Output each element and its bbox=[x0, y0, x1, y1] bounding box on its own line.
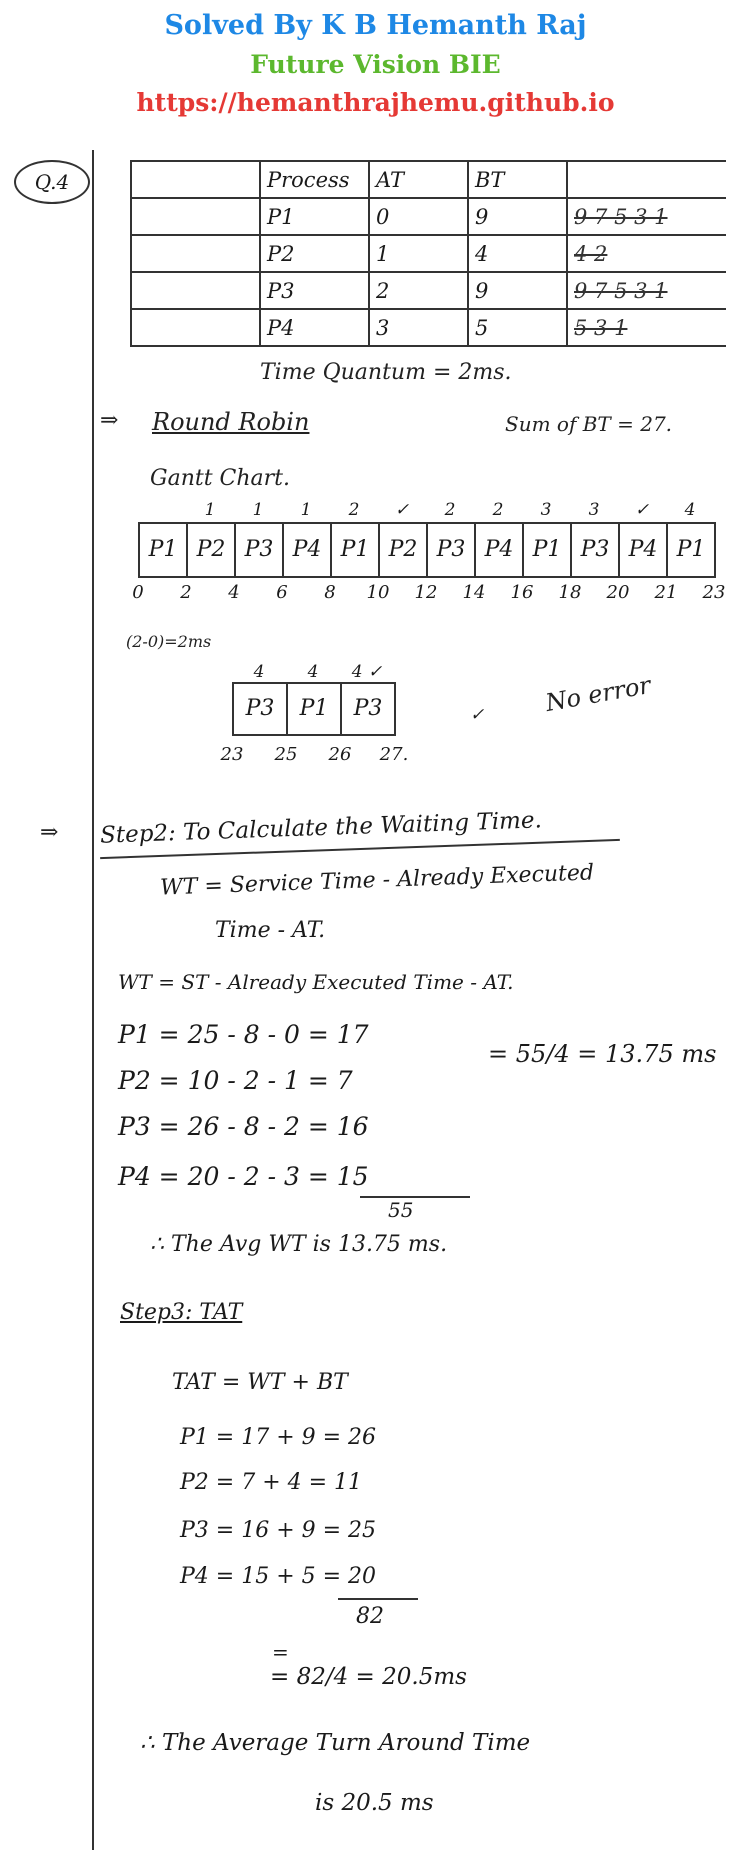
tat-p1: P1 = 17 + 9 = 26 bbox=[180, 1425, 377, 1450]
table-blank bbox=[131, 235, 260, 272]
gantt-tick: 8 bbox=[324, 582, 336, 603]
gantt-cell: P3 bbox=[428, 524, 476, 576]
gantt-cell: P1 bbox=[676, 537, 706, 562]
wt-sum-line bbox=[360, 1196, 470, 1198]
table-row bbox=[131, 198, 726, 235]
gantt-chart-continued bbox=[232, 682, 396, 736]
gantt-annotation: 4 bbox=[684, 500, 696, 520]
margin-line bbox=[92, 150, 94, 1850]
gantt-annotation: 2 bbox=[492, 500, 504, 520]
check-icon: ✓ bbox=[470, 705, 485, 725]
gantt-tick: 18 bbox=[558, 582, 582, 603]
cell-process: P4 bbox=[260, 309, 369, 346]
step2-title: Step2: To Calculate the Waiting Time. bbox=[99, 807, 543, 849]
gantt2-tick: 26 bbox=[328, 744, 352, 765]
table-corner bbox=[131, 161, 260, 198]
algorithm-title: Round Robin bbox=[152, 408, 310, 436]
cell-at: 1 bbox=[369, 235, 468, 272]
gantt-cell: P1 bbox=[524, 524, 572, 576]
process-table bbox=[130, 160, 726, 347]
gantt-tick: 4 bbox=[228, 582, 240, 603]
gantt-cell: P3 bbox=[236, 524, 284, 576]
header-url: https://hemanthrajhemu.github.io bbox=[136, 88, 615, 117]
header-org: Future Vision BIE bbox=[250, 50, 501, 79]
tat-conclusion-2: is 20.5 ms bbox=[315, 1790, 434, 1816]
table-header-row bbox=[131, 161, 726, 198]
step3-title: Step3: TAT bbox=[120, 1300, 243, 1325]
gantt-tick: 20 bbox=[606, 582, 630, 603]
gantt-cell: P4 bbox=[476, 524, 524, 576]
gantt-tick: 23 bbox=[702, 582, 726, 603]
tat-formula: TAT = WT + BT bbox=[172, 1370, 348, 1395]
gantt-cell: P1 bbox=[332, 524, 380, 576]
gantt-tick: 0 bbox=[132, 582, 144, 603]
table-row bbox=[131, 272, 726, 309]
cell-remaining: 4 2 bbox=[567, 235, 726, 272]
gantt-annotation: 2 bbox=[348, 500, 360, 520]
tat-eq: = bbox=[272, 1640, 289, 1664]
gantt2-cell: P3 bbox=[234, 684, 288, 734]
gantt-annotation: 3 bbox=[588, 500, 600, 520]
gantt2-cell: P1 bbox=[288, 684, 342, 734]
table-blank bbox=[131, 272, 260, 309]
gantt-annotation: 1 bbox=[252, 500, 264, 520]
gantt-annotation: ✓ bbox=[634, 500, 650, 520]
table-row bbox=[131, 235, 726, 272]
gantt-annotation: ✓ bbox=[394, 500, 410, 520]
question-label: Q.4 bbox=[14, 160, 90, 204]
calc-note: (2-0)=2ms bbox=[126, 632, 212, 651]
cell-process: P3 bbox=[260, 272, 369, 309]
gantt-tick: 21 bbox=[654, 582, 678, 603]
tat-conclusion-1: ∴ The Average Turn Around Time bbox=[140, 1730, 531, 1756]
wt-sum: 55 bbox=[388, 1198, 414, 1222]
table-header-process: Process bbox=[260, 161, 369, 198]
table-row bbox=[131, 309, 726, 346]
wt-p2: P2 = 10 - 2 - 1 = 7 bbox=[118, 1066, 353, 1095]
gantt2-tick: 27. bbox=[379, 744, 409, 765]
gantt-annotation: 1 bbox=[204, 500, 216, 520]
gantt-cell: P4 bbox=[620, 524, 668, 576]
cell-at: 0 bbox=[369, 198, 468, 235]
gantt-tick: 12 bbox=[414, 582, 438, 603]
cell-bt: 9 bbox=[468, 272, 567, 309]
cell-remaining: 9 7 5 3 1 bbox=[567, 198, 726, 235]
wt-formula-2: Time - AT. bbox=[215, 918, 326, 943]
gantt-title: Gantt Chart. bbox=[150, 466, 291, 491]
gantt-tick: 6 bbox=[276, 582, 288, 603]
gantt-cell: P2 bbox=[188, 524, 236, 576]
tat-p2: P2 = 7 + 4 = 11 bbox=[180, 1470, 363, 1495]
wt-p3: P3 = 26 - 8 - 2 = 16 bbox=[118, 1112, 369, 1141]
table-header-at: AT bbox=[369, 161, 468, 198]
gantt-chart bbox=[138, 522, 716, 578]
table-header-bt: BT bbox=[468, 161, 567, 198]
gantt-cell: P1 bbox=[140, 524, 188, 576]
gantt-tick: 2 bbox=[180, 582, 192, 603]
wt-p1: P1 = 25 - 8 - 0 = 17 bbox=[118, 1020, 369, 1049]
gantt-annotation: 2 bbox=[444, 500, 456, 520]
arrow-icon: ⇒ bbox=[40, 820, 59, 845]
gantt2-tick: 25 bbox=[274, 744, 298, 765]
gantt-tick: 16 bbox=[510, 582, 534, 603]
cell-process: P1 bbox=[260, 198, 369, 235]
tat-sum-line bbox=[338, 1598, 418, 1600]
tat-p3: P3 = 16 + 9 = 25 bbox=[180, 1518, 377, 1543]
cell-at: 3 bbox=[369, 309, 468, 346]
cell-at: 2 bbox=[369, 272, 468, 309]
gantt-cell: P4 bbox=[284, 524, 332, 576]
tat-avg-calc: = 82/4 = 20.5ms bbox=[270, 1664, 467, 1690]
gantt2-tick: 23 bbox=[220, 744, 244, 765]
sum-bt: Sum of BT = 27. bbox=[505, 412, 673, 436]
cell-process: P2 bbox=[260, 235, 369, 272]
wt-conclusion: ∴ The Avg WT is 13.75 ms. bbox=[150, 1232, 448, 1257]
wt-formula-3: WT = ST - Already Executed Time - AT. bbox=[118, 970, 514, 994]
gantt-tick: 10 bbox=[366, 582, 390, 603]
wt-formula-1: WT = Service Time - Already Executed bbox=[159, 860, 595, 901]
cell-bt: 4 bbox=[468, 235, 567, 272]
header-author: Solved By K B Hemanth Raj bbox=[164, 10, 587, 41]
gantt2-cell: P3 bbox=[353, 696, 383, 721]
cell-remaining: 9 7 5 3 1 bbox=[567, 272, 726, 309]
gantt2-annotation: 4 ✓ bbox=[351, 662, 383, 682]
arrow-icon: ⇒ bbox=[100, 408, 119, 433]
no-error-note: No error bbox=[543, 670, 653, 718]
gantt-tick: 14 bbox=[462, 582, 486, 603]
time-quantum: Time Quantum = 2ms. bbox=[260, 360, 512, 385]
cell-remaining: 5 3 1 bbox=[567, 309, 726, 346]
gantt2-annotation: 4 bbox=[253, 662, 265, 682]
cell-bt: 5 bbox=[468, 309, 567, 346]
gantt-cell: P2 bbox=[380, 524, 428, 576]
gantt-annotation: 1 bbox=[300, 500, 312, 520]
wt-p4: P4 = 20 - 2 - 3 = 15 bbox=[118, 1162, 369, 1191]
gantt-cell: P3 bbox=[572, 524, 620, 576]
tat-p4: P4 = 15 + 5 = 20 bbox=[180, 1564, 377, 1589]
table-blank bbox=[131, 309, 260, 346]
cell-bt: 9 bbox=[468, 198, 567, 235]
gantt-annotation: 3 bbox=[540, 500, 552, 520]
tat-sum: 82 bbox=[356, 1604, 384, 1629]
table-header-remaining bbox=[567, 161, 726, 198]
table-blank bbox=[131, 198, 260, 235]
gantt2-annotation: 4 bbox=[307, 662, 319, 682]
wt-avg-calc: = 55/4 = 13.75 ms bbox=[488, 1040, 717, 1068]
